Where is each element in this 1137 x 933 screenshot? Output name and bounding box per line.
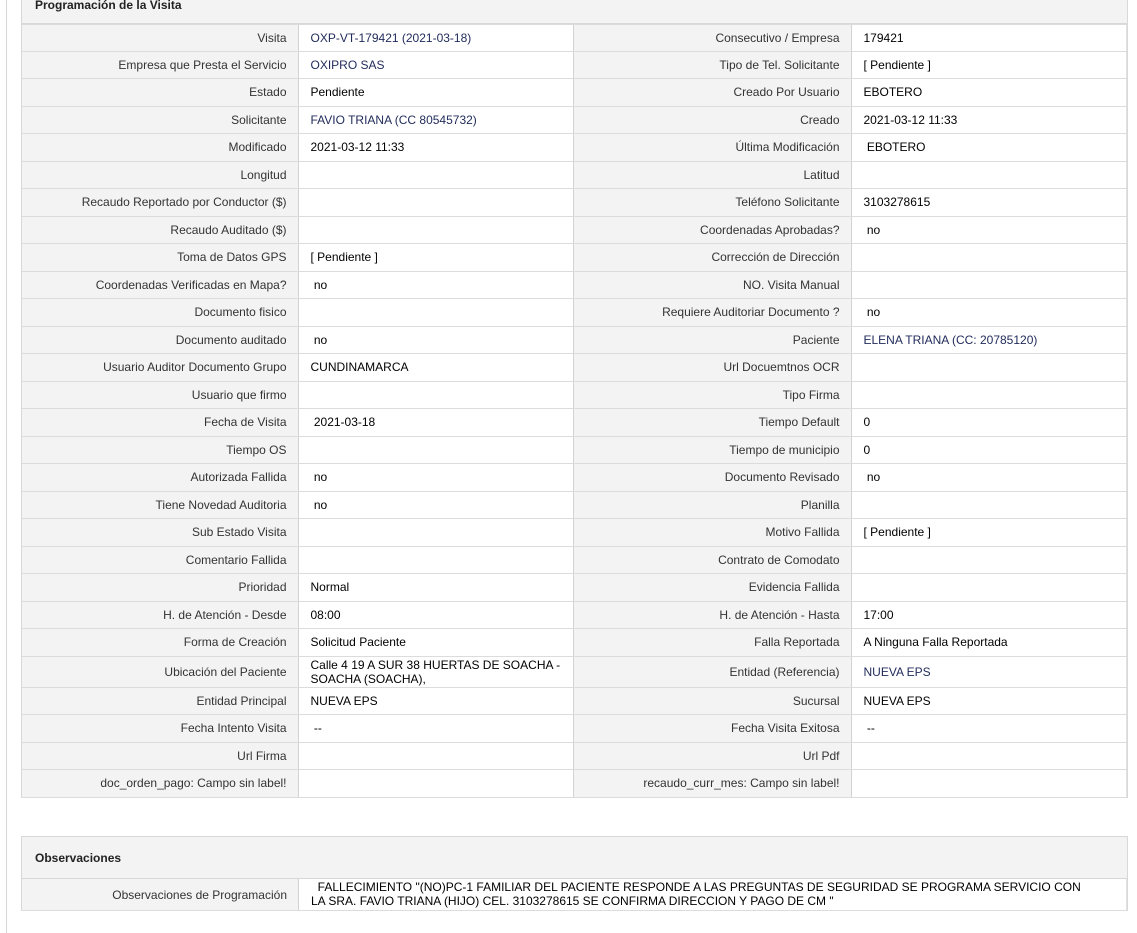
observations-row	[21, 879, 1128, 911]
field-label: Documento auditado	[22, 327, 298, 354]
field-label: Tiene Novedad Auditoria	[22, 492, 298, 519]
field-value: no	[298, 464, 575, 491]
field-label: Documento fisico	[22, 299, 298, 326]
field-value	[298, 162, 575, 189]
field-value: [ Pendiente ]	[851, 52, 1128, 79]
field-value	[298, 547, 575, 574]
detail-row	[22, 217, 1127, 245]
detail-row	[22, 547, 1127, 575]
field-label: Recaudo Reportado por Conductor ($)	[22, 189, 298, 216]
field-value: no	[851, 217, 1128, 244]
detail-row	[22, 382, 1127, 410]
field-label: Sucursal	[574, 688, 851, 715]
field-label: Fecha Visita Exitosa	[574, 715, 851, 742]
observations-value: FALLECIMIENTO "(NO)PC-1 FAMILIAR DEL PACIENTE RESPONDE A LAS PREGUNTAS DE SEGURIDAD SE PROGRAMA SERVICIO CON LA SRA. FAVIO TRIANA (HIJO) CEL. 3103278615 SE CONFIRMA DIRECCION Y PAGO DE CM "	[298, 879, 1127, 910]
field-label: Evidencia Fallida	[574, 574, 851, 601]
field-value: Pendiente	[298, 79, 575, 106]
detail-row	[22, 464, 1127, 492]
field-label: Sub Estado Visita	[22, 519, 298, 546]
field-value: A Ninguna Falla Reportada	[851, 629, 1128, 656]
field-value	[851, 547, 1128, 574]
field-label: Consecutivo / Empresa	[574, 25, 851, 51]
detail-row	[22, 629, 1127, 657]
field-label: Requiere Auditoriar Documento ?	[574, 299, 851, 326]
field-value: 2021-03-12 11:33	[298, 134, 575, 161]
field-label: Modificado	[22, 134, 298, 161]
field-value	[298, 217, 575, 244]
visit-programming-panel	[21, 0, 1128, 798]
field-value: CUNDINAMARCA	[298, 354, 575, 381]
field-label: Forma de Creación	[22, 629, 298, 656]
observations-panel	[21, 836, 1128, 911]
field-label: H. de Atención - Desde	[22, 602, 298, 629]
field-value: EBOTERO	[851, 134, 1128, 161]
field-label: Empresa que Presta el Servicio	[22, 52, 298, 79]
field-value	[851, 382, 1128, 409]
field-label: Creado Por Usuario	[574, 79, 851, 106]
field-label: NO. Visita Manual	[574, 272, 851, 299]
field-label: Última Modificación	[574, 134, 851, 161]
page-left-border	[6, 0, 7, 933]
field-value	[298, 770, 575, 797]
field-label: Documento Revisado	[574, 464, 851, 491]
field-label: Contrato de Comodato	[574, 547, 851, 574]
detail-row	[22, 770, 1127, 798]
field-value: 08:00	[298, 602, 575, 629]
field-label: Corrección de Dirección	[574, 244, 851, 271]
field-value: [ Pendiente ]	[851, 519, 1128, 546]
field-value: 17:00	[851, 602, 1128, 629]
detail-row	[22, 272, 1127, 300]
field-value	[298, 189, 575, 216]
field-label: Motivo Fallida	[574, 519, 851, 546]
field-value: ELENA TRIANA (CC: 20785120)	[851, 327, 1128, 354]
field-value: OXP-VT-179421 (2021-03-18)	[298, 25, 575, 51]
field-value	[298, 743, 575, 770]
field-value	[851, 574, 1128, 601]
detail-row	[22, 688, 1127, 716]
field-value	[851, 743, 1128, 770]
field-value	[851, 162, 1128, 189]
field-value: Normal	[298, 574, 575, 601]
field-label: Visita	[22, 25, 298, 51]
field-label: Latitud	[574, 162, 851, 189]
detail-row	[22, 715, 1127, 743]
field-value	[851, 244, 1128, 271]
field-value: [ Pendiente ]	[298, 244, 575, 271]
field-value: 179421	[851, 25, 1128, 51]
field-label: Ubicación del Paciente	[22, 657, 298, 687]
detail-row	[22, 107, 1127, 135]
field-label: Tiempo de municipio	[574, 437, 851, 464]
field-value: no	[298, 272, 575, 299]
field-value	[298, 437, 575, 464]
detail-row	[22, 437, 1127, 465]
field-value: no	[298, 327, 575, 354]
visit-details-grid	[21, 24, 1128, 798]
field-label: Longitud	[22, 162, 298, 189]
detail-row	[22, 602, 1127, 630]
field-value: 0	[851, 437, 1128, 464]
field-value: no	[851, 464, 1128, 491]
field-label: Tiempo Default	[574, 409, 851, 436]
detail-row	[22, 574, 1127, 602]
detail-row	[22, 409, 1127, 437]
field-label: Fecha de Visita	[22, 409, 298, 436]
field-label: Usuario Auditor Documento Grupo	[22, 354, 298, 381]
field-label: Prioridad	[22, 574, 298, 601]
field-value	[298, 299, 575, 326]
field-label: H. de Atención - Hasta	[574, 602, 851, 629]
field-label: Estado	[22, 79, 298, 106]
field-label: recaudo_curr_mes: Campo sin label!	[574, 770, 851, 797]
field-label: Paciente	[574, 327, 851, 354]
observations-label: Observaciones de Programación	[22, 879, 298, 910]
field-value	[298, 382, 575, 409]
field-label: Entidad Principal	[22, 688, 298, 715]
field-value: 2021-03-18	[298, 409, 575, 436]
field-label: Tipo de Tel. Solicitante	[574, 52, 851, 79]
field-value: Calle 4 19 A SUR 38 HUERTAS DE SOACHA - SOACHA (SOACHA),	[298, 657, 575, 687]
field-value: EBOTERO	[851, 79, 1128, 106]
field-value: OXIPRO SAS	[298, 52, 575, 79]
field-value: NUEVA EPS	[298, 688, 575, 715]
detail-row	[22, 52, 1127, 80]
field-label: Url Docuemtnos OCR	[574, 354, 851, 381]
detail-row	[22, 657, 1127, 688]
field-label: Tiempo OS	[22, 437, 298, 464]
detail-row	[22, 743, 1127, 771]
field-value	[851, 272, 1128, 299]
field-label: Entidad (Referencia)	[574, 657, 851, 687]
detail-row	[22, 354, 1127, 382]
field-label: Recaudo Auditado ($)	[22, 217, 298, 244]
field-value: Solicitud Paciente	[298, 629, 575, 656]
field-value: no	[298, 492, 575, 519]
detail-row	[22, 79, 1127, 107]
field-value: FAVIO TRIANA (CC 80545732)	[298, 107, 575, 134]
detail-row	[22, 189, 1127, 217]
field-label: Tipo Firma	[574, 382, 851, 409]
detail-row	[22, 299, 1127, 327]
field-label: Planilla	[574, 492, 851, 519]
field-value: no	[851, 299, 1128, 326]
field-label: Creado	[574, 107, 851, 134]
detail-row	[22, 24, 1127, 52]
detail-row	[22, 134, 1127, 162]
field-label: Falla Reportada	[574, 629, 851, 656]
field-value: NUEVA EPS	[851, 657, 1128, 687]
field-value: NUEVA EPS	[851, 688, 1128, 715]
field-label: Fecha Intento Visita	[22, 715, 298, 742]
field-value: --	[851, 715, 1128, 742]
field-value	[851, 492, 1128, 519]
field-value: 0	[851, 409, 1128, 436]
field-label: Url Pdf	[574, 743, 851, 770]
detail-row	[22, 244, 1127, 272]
field-label: Usuario que firmo	[22, 382, 298, 409]
field-label: Solicitante	[22, 107, 298, 134]
field-value	[851, 354, 1128, 381]
field-value	[298, 519, 575, 546]
detail-row	[22, 519, 1127, 547]
field-label: Coordenadas Verificadas en Mapa?	[22, 272, 298, 299]
field-value: --	[298, 715, 575, 742]
field-value: 3103278615	[851, 189, 1128, 216]
field-label: Comentario Fallida	[22, 547, 298, 574]
field-label: Teléfono Solicitante	[574, 189, 851, 216]
field-label: Toma de Datos GPS	[22, 244, 298, 271]
field-label: doc_orden_pago: Campo sin label!	[22, 770, 298, 797]
field-label: Url Firma	[22, 743, 298, 770]
section-title: Programación de la Visita	[21, 0, 1128, 24]
detail-row	[22, 162, 1127, 190]
detail-row	[22, 492, 1127, 520]
detail-row	[22, 327, 1127, 355]
observations-title: Observaciones	[21, 836, 1128, 879]
field-value	[851, 770, 1128, 797]
field-label: Coordenadas Aprobadas?	[574, 217, 851, 244]
field-label: Autorizada Fallida	[22, 464, 298, 491]
field-value: 2021-03-12 11:33	[851, 107, 1128, 134]
